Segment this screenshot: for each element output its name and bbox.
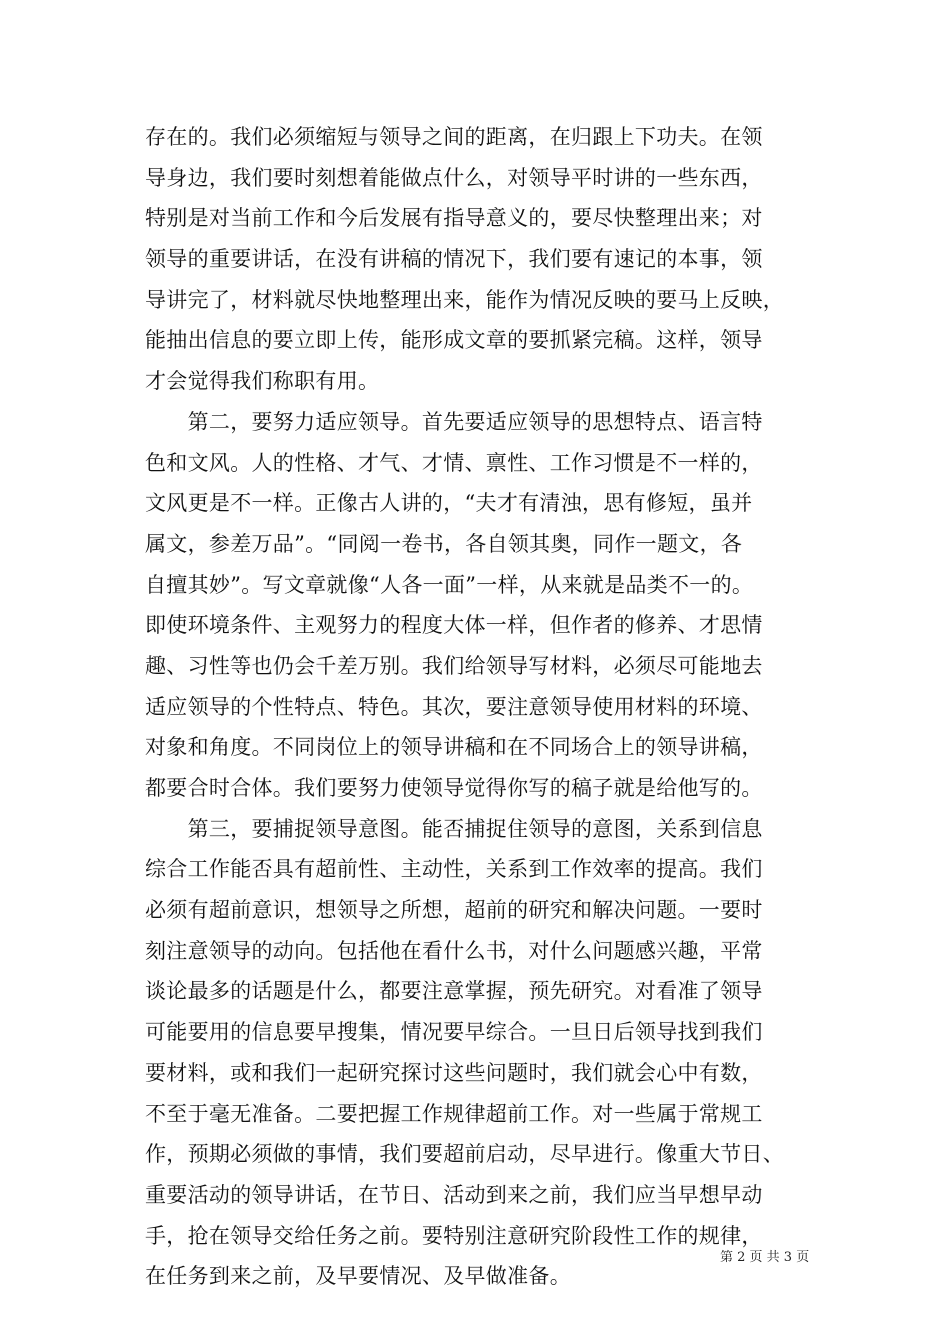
- text-line: 手，抢在领导交给任务之前。要特别注意研究阶段性工作的规律，: [145, 1223, 763, 1248]
- text-line: 第二，要努力适应领导。首先要适应领导的思想特点、语言特: [145, 409, 763, 434]
- page-number-footer: 第 2 页 共 3 页: [720, 1250, 810, 1265]
- text-line: 不至于毫无准备。二要把握工作规律超前工作。对一些属于常规工: [145, 1101, 763, 1126]
- text-line: 导身边，我们要时刻想着能做点什么，对领导平时讲的一些东西，: [145, 165, 763, 190]
- text-line: 趣、习性等也仍会千差万别。我们给领导写材料，必须尽可能地去: [145, 653, 763, 678]
- text-line: 都要合时合体。我们要努力使领导觉得你写的稿子就是给他写的。: [145, 776, 763, 800]
- text-line: 存在的。我们必须缩短与领导之间的距离，在归跟上下功夫。在领: [145, 125, 763, 149]
- text-line: 谈论最多的话题是什么，都要注意掌握，预先研究。对看准了领导: [145, 979, 763, 1004]
- text-line: 属文，参差万品”。“同阅一卷书，各自领其奥，同作一题文，各: [145, 531, 743, 556]
- body-text: [145, 117, 825, 1297]
- text-line: 对象和角度。不同岗位上的领导讲稿和在不同场合上的领导讲稿，: [145, 735, 763, 760]
- text-line: 领导的重要讲话，在没有讲稿的情况下，我们要有速记的本事，领: [145, 247, 763, 272]
- text-line: 导讲完了，材料就尽快地整理出来，能作为情况反映的要马上反映，: [145, 287, 784, 312]
- text-line: 特别是对当前工作和今后发展有指导意义的，要尽快整理出来；对: [145, 206, 763, 231]
- text-line: 必须有超前意识，想领导之所想，超前的研究和解决问题。一要时: [145, 898, 763, 923]
- text-line: 色和文风。人的性格、才气、才情、禀性、工作习惯是不一样的，: [145, 450, 763, 475]
- text-line: 才会觉得我们称职有用。: [145, 369, 380, 394]
- text-line: 在任务到来之前，及早要情况、及早做准备。: [145, 1264, 571, 1289]
- text-line: 要材料，或和我们一起研究探讨这些问题时，我们就会心中有数，: [145, 1060, 763, 1085]
- text-line: 可能要用的信息要早搜集，情况要早综合。一旦日后领导找到我们: [145, 1020, 763, 1045]
- text-line: 文风更是不一样。正像古人讲的，“夫才有清浊，思有修短，虽并: [145, 491, 753, 516]
- text-line: 适应领导的个性特点、特色。其次，要注意领导使用材料的环境、: [145, 694, 763, 719]
- text-line: 重要活动的领导讲话，在节日、活动到来之前，我们应当早想早动: [145, 1182, 763, 1207]
- text-line: 自擅其妙”。写文章就像“人各一面”一样，从来就是品类不一的。: [145, 572, 754, 597]
- text-line: 作，预期必须做的事情，我们要超前启动，尽早进行。像重大节日、: [145, 1142, 784, 1167]
- text-line: 能抽出信息的要立即上传，能形成文章的要抓紧完稿。这样，领导: [145, 328, 763, 353]
- text-line: 综合工作能否具有超前性、主动性，关系到工作效率的提高。我们: [145, 857, 763, 882]
- text-line: 刻注意领导的动向。包括他在看什么书，对什么问题感兴趣，平常: [145, 938, 763, 963]
- text-line: 即使环境条件、主观努力的程度大体一样，但作者的修养、才思情: [145, 613, 763, 638]
- text-line: 第三，要捕捉领导意图。能否捕捉住领导的意图，关系到信息: [145, 816, 763, 841]
